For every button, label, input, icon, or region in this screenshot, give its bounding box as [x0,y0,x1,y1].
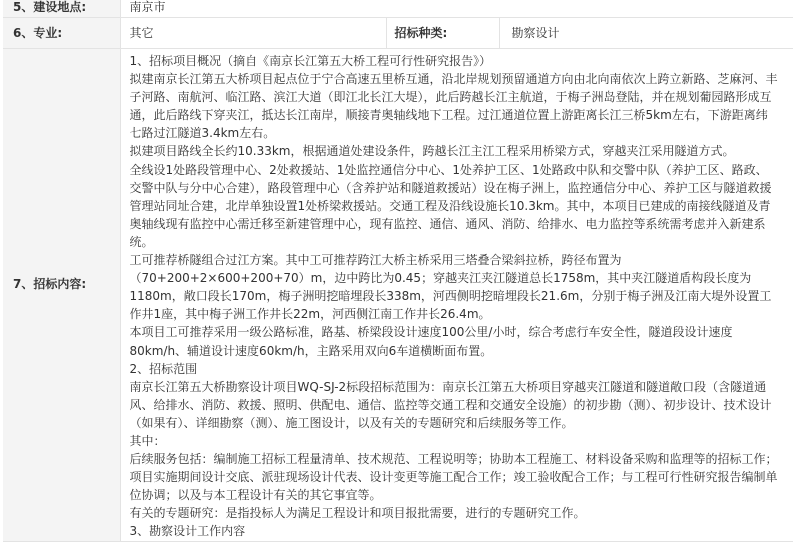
location-label: 5、建设地点: [3,0,120,18]
paragraph-standard: 本项目工可推荐采用一级公路标准，路基、桥梁段设计速度100公里/小时，综合考虑行车安全性，隧道段设计速度80km/h、辅道设计速度60km/h，主路采用双向6车道横断面布置。 [129,325,733,358]
location-row [3,0,793,18]
specialty-value: 其它 [129,26,154,40]
content-row [3,49,793,542]
paragraph-route: 拟建南京长江第五大桥项目起点位于宁合高速五里桥互通，沿北岸规划预留通道方向由北向南依次上跨立新路、芝麻河、丰子河路、南航河、临江路、滨江大道（即江北长江大堤），此后跨越长江主航道，于梅子洲岛登陆，并在规划葡园路形成互通，此后路线下穿夹江，抵达长江南岸，顺接青奥轴线地下工程。过江通道位置上游距离长江三桥5km左右，下游距离纬七路过江隧道3.4km左右。 [129,72,778,141]
paragraph-among: 其中： [129,433,166,448]
paragraph-scope: 南京长江第五大桥勘察设计项目WQ-SJ-2标段招标范围为：南京长江第五大桥项目穿越夹江隧道和隧道敞口段（含隧道通风、给排水、消防、救援、照明、供配电、通信、监控等交通工程和交通安全设施）的初步勘（测）、初步设计、技术设计（如果有）、详细勘察（测）、施工图设计，以及有关的专题研究和后续服务等工作。 [129,379,772,430]
specialty-label: 6、专业: [3,18,120,49]
content-label: 7、招标内容: [13,277,87,292]
content-body [120,49,793,542]
paragraph-research: 有关的专题研究：是指投标人为满足工程设计和项目报批需要，进行的专题研究工作。 [129,506,586,521]
bid-kind-label: 招标种类: [394,26,448,40]
location-value: 南京市 [129,0,166,14]
bid-info-table [3,0,793,542]
paragraph-bridge-tunnel: 工可推荐桥隧组合过江方案。其中工可推荐跨江大桥主桥采用三塔叠合梁斜拉桥，跨径布置为（70+200+2×600+200+70）m，边中跨比为0.45；穿越夹江夹江隧道总长1758m，其中夹江隧道盾构段长度为1180m，敞口段长170m，梅子洲明挖暗埋段长338m，河西侧明挖暗埋段长21.6m，分别于梅子洲及江南大堤外设置工作井1座，其中梅子洲工作井长22m，河西侧江南工作井长26.4m。 [129,253,772,322]
section-heading-scope: 2、招标范围 [129,361,198,376]
bid-kind-value: 勘察设计 [511,26,560,40]
section-heading-overview: 1、招标项目概况（摘自《南京长江第五大桥工程可行性研究报告》） [129,54,492,68]
paragraph-facilities: 全线设1处路段管理中心、2处救援站、1处监控通信分中心、1处养护工区、1处路政中队和交警中队（养护工区、路政、交警中队与分中心合建），路段管理中心（含养护站和隧道救援站）设在梅子洲上，监控通信分中心、养护工区与隧道救援管理站同址合建，北岸单独设置1处桥梁救援站。交通工程及沿线设施长10.3km。其中，本项目已建成的南接线隧道及青奥轴线现有监控中心需迁移至新建管理中心，现有监控、通信、通风、消防、给排水、电力监控等系统需考虑并入新建系统。 [129,162,772,249]
section-heading-work: 3、勘察设计工作内容 [129,524,246,539]
specialty-row [3,18,793,49]
paragraph-follow-up: 后续服务包括：编制施工招标工程量清单、技术规范、工程说明等；协助本工程施工、材料设备采购和监理等的招标工作；项目实施期间设计交底、派驻现场设计代表、设计变更等施工配合工作；竣工验收配合工作；与工程可行性研究报告编制单位协调；以及与本工程设计有关的其它事宜等。 [129,452,778,503]
paragraph-length: 拟建项目路线全长约10.33km，根据通道处建设条件，跨越长江主江工程采用桥梁方式，穿越夹江采用隧道方式。 [129,144,735,159]
